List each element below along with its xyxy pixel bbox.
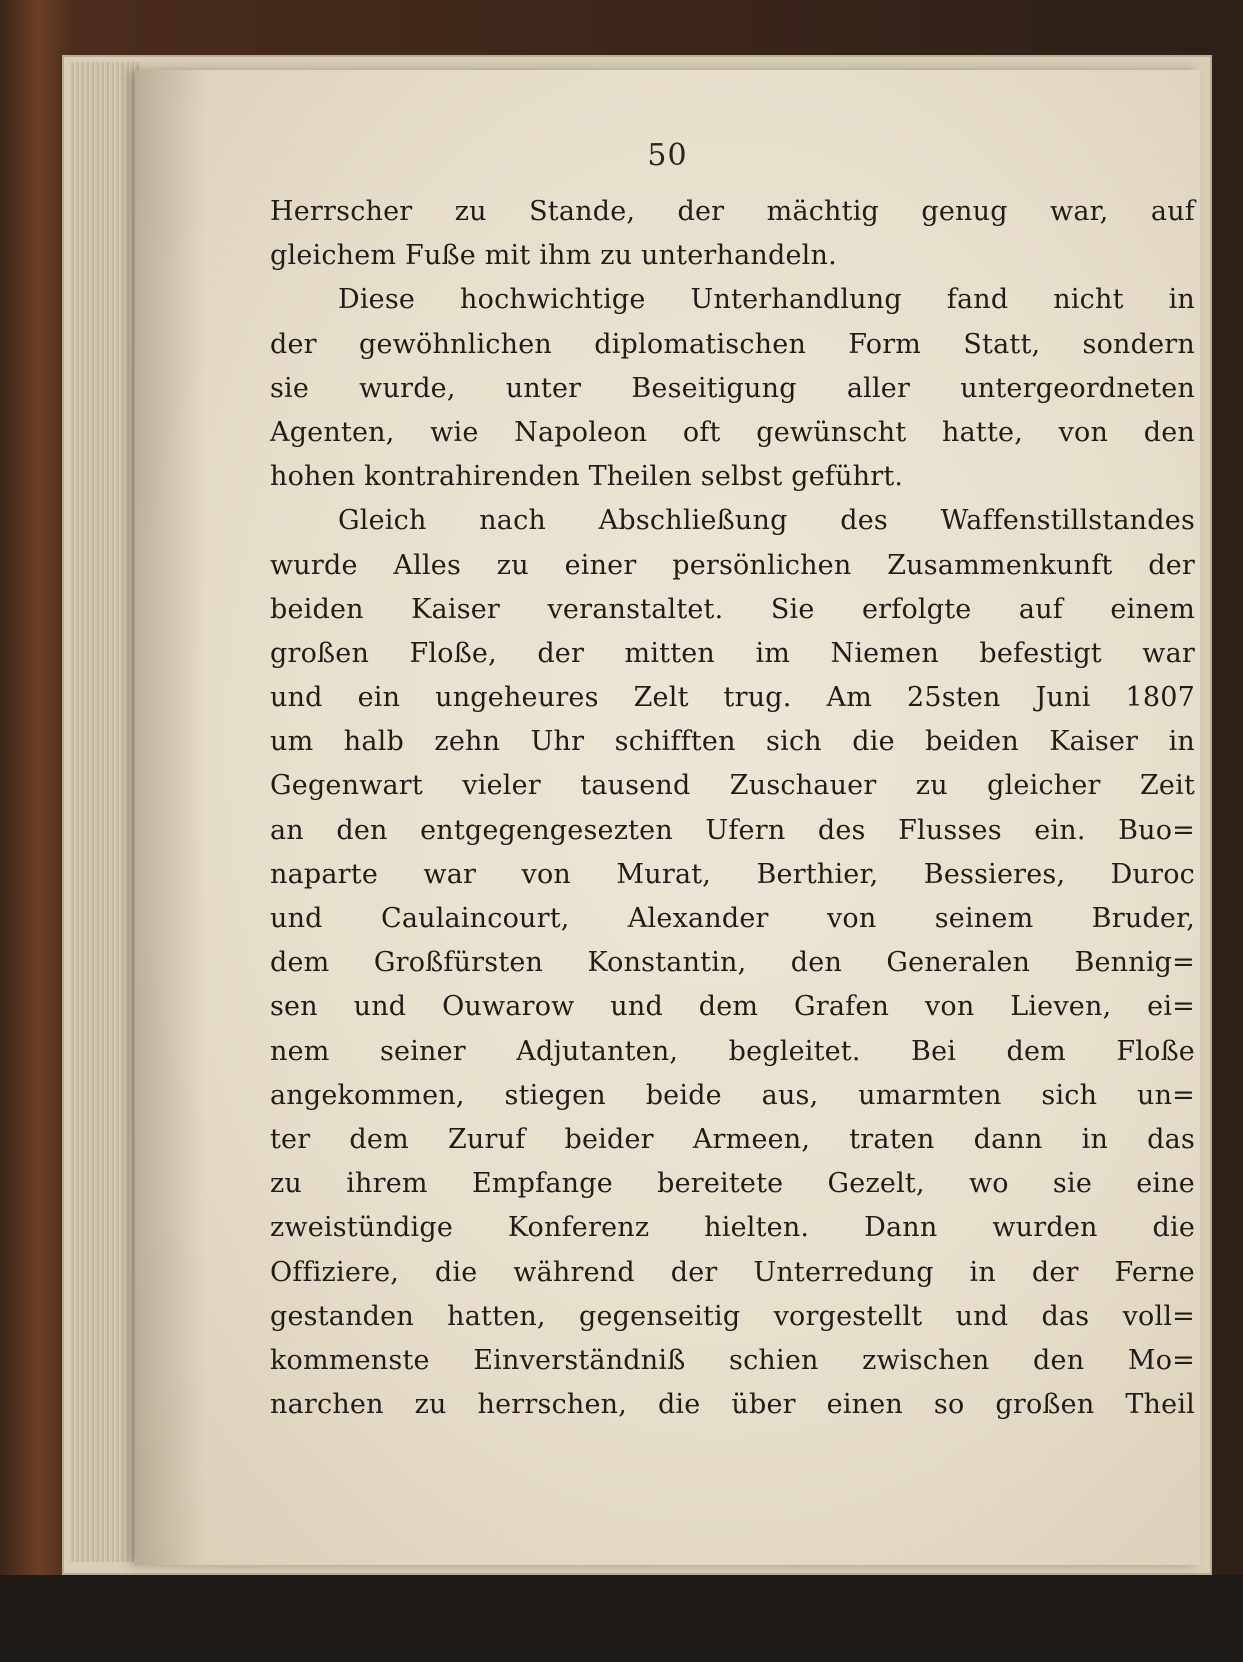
background-band: [0, 1575, 1243, 1662]
text-line: Gegenwart vieler tausend Zuschauer zu gleicher Zeit: [270, 770, 1195, 802]
text-line: gestanden hatten, gegenseitig vorgestellt und das voll=: [270, 1300, 1195, 1332]
text-line: sie wurde, unter Beseitigung aller untergeordneten: [270, 372, 1195, 404]
text-line: ter dem Zuruf beider Armeen, traten dann in das: [270, 1123, 1195, 1155]
text-line: Agenten, wie Napoleon oft gewünscht hatte, von den: [270, 416, 1195, 448]
book-page: [135, 70, 1200, 1565]
text-line: hohen kontrahirenden Theilen selbst geführt.: [270, 461, 904, 493]
spine-shadow: [135, 70, 205, 1565]
text-line: kommenste Einverständniß schien zwischen den Mo=: [270, 1344, 1195, 1376]
text-line: und ein ungeheures Zelt trug. Am 25sten Juni 1807: [270, 682, 1195, 714]
text-line: angekommen, stiegen beide aus, umarmten sich un=: [270, 1079, 1195, 1111]
text-line: dem Großfürsten Konstantin, den Generalen Bennig=: [270, 947, 1195, 979]
text-line: naparte war von Murat, Berthier, Bessieres, Duroc: [270, 858, 1195, 890]
text-line: zweistündige Konferenz hielten. Dann wurden die: [270, 1212, 1195, 1244]
text-line: sen und Ouwarow und dem Grafen von Lieven, ei=: [270, 991, 1195, 1023]
text-block: [270, 190, 1195, 1427]
text-line: an den entgegengesezten Ufern des Flusses ein. Buo=: [270, 814, 1195, 846]
text-line: Diese hochwichtige Unterhandlung fand nicht in: [338, 284, 1195, 316]
text-line: zu ihrem Empfange bereitete Gezelt, wo sie eine: [270, 1168, 1195, 1200]
page-number: 50: [647, 138, 688, 173]
text-line: gleichem Fuße mit ihm zu unterhandeln.: [270, 240, 837, 272]
text-line: nem seiner Adjutanten, begleitet. Bei dem Floße: [270, 1035, 1195, 1067]
text-line: narchen zu herrschen, die über einen so großen Theil: [270, 1389, 1195, 1421]
text-line: Gleich nach Abschließung des Waffenstillstandes: [338, 505, 1195, 537]
page-edges: [70, 62, 140, 1562]
text-line: beiden Kaiser veranstaltet. Sie erfolgte auf einem: [270, 593, 1195, 625]
text-line: der gewöhnlichen diplomatischen Form Statt, sondern: [270, 328, 1195, 360]
text-line: und Caulaincourt, Alexander von seinem Bruder,: [270, 903, 1195, 934]
text-line: wurde Alles zu einer persönlichen Zusammenkunft der: [270, 549, 1195, 581]
text-line: Offiziere, die während der Unterredung in der Ferne: [270, 1256, 1195, 1288]
text-line: großen Floße, der mitten im Niemen befestigt war: [270, 637, 1195, 669]
text-line: Herrscher zu Stande, der mächtig genug war, auf: [270, 196, 1195, 227]
text-line: um halb zehn Uhr schifften sich die beiden Kaiser in: [270, 726, 1195, 758]
